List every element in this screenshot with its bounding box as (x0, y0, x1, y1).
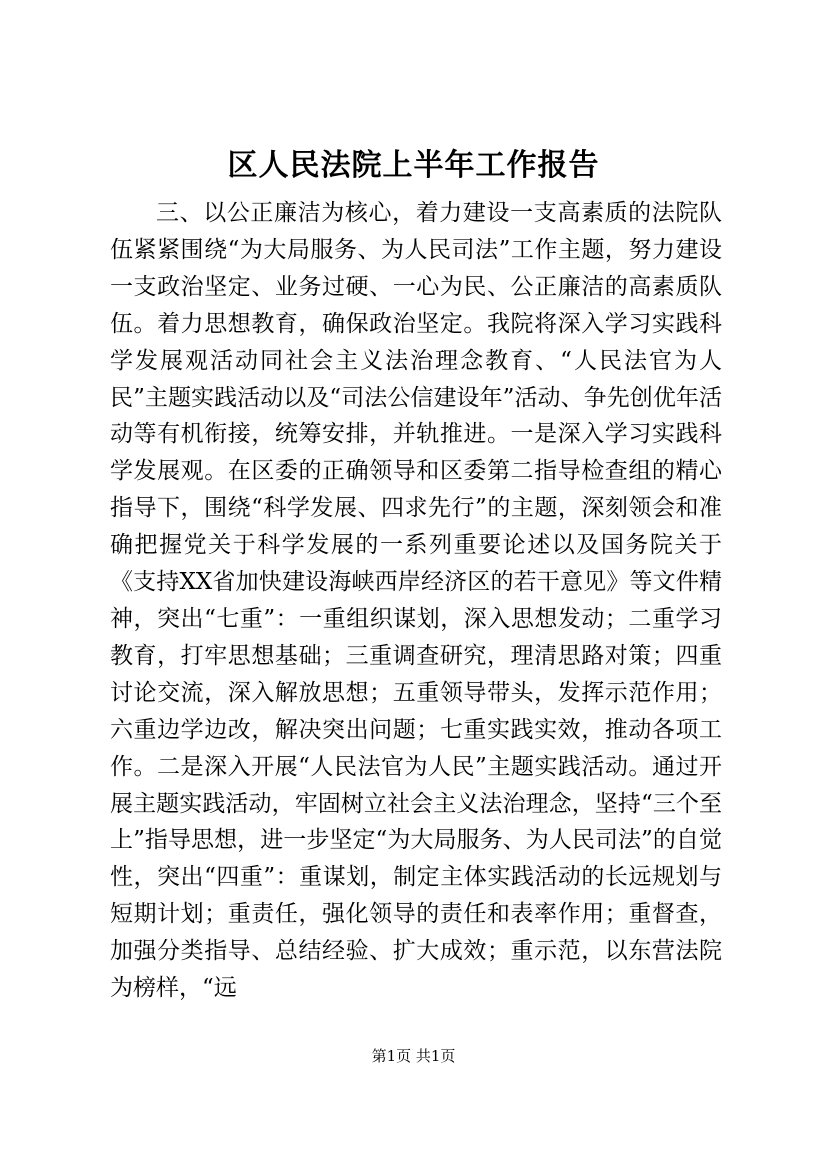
document-title: 区人民法院上半年工作报告 (227, 148, 600, 183)
page-footer: 第1页 共1页 (371, 1047, 456, 1065)
body-paragraph: 三、以公正廉洁为核心，着力建设一支高素质的法院队伍紧紧围绕“为大局服务、为人民司法”工作主题，努力建设一支政治坚定、业务过硬、一心为民、公正廉洁的高素质队伍。着力思想教育，确保政治坚定。我院将深入学习实践科学发展观活动同社会主义法治理念教育、“人民法官为人民”主题实践活动以及“司法公信建设年”活动、争先创优年活动等有机衔接，统筹安排，并轨推进。一是深入学习实践科学发展观。在区委的正确领导和区委第二指导检查组的精心指导下，围绕“科学发展、四求先行”的主题，深刻领会和准确把握党关于科学发展的一系列重要论述以及国务院关于《支持XX省加快建设海峡西岸经济区的若干意见》等文件精神，突出“七重”：一重组织谋划，深入思想发动；二重学习教育，打牢思想基础；三重调查研究，理清思路对策；四重讨论交流，深入解放思想；五重领导带头，发挥示范作用；六重边学边改，解决突出问题；七重实践实效，推动各项工作。二是深入开展“人民法官为人民”主题实践活动。通过开展主题实践活动，牢固树立社会主义法治理念，坚持“三个至上”指导思想，进一步坚定“为大局服务、为人民司法”的自觉性，突出“四重”：重谋划，制定主体实践活动的长远规划与短期计划；重责任，强化领导的责任和表率作用；重督查，加强分类指导、总结经验、扩大成效；重示范，以东营法院为榜样，“远 (110, 200, 722, 1002)
